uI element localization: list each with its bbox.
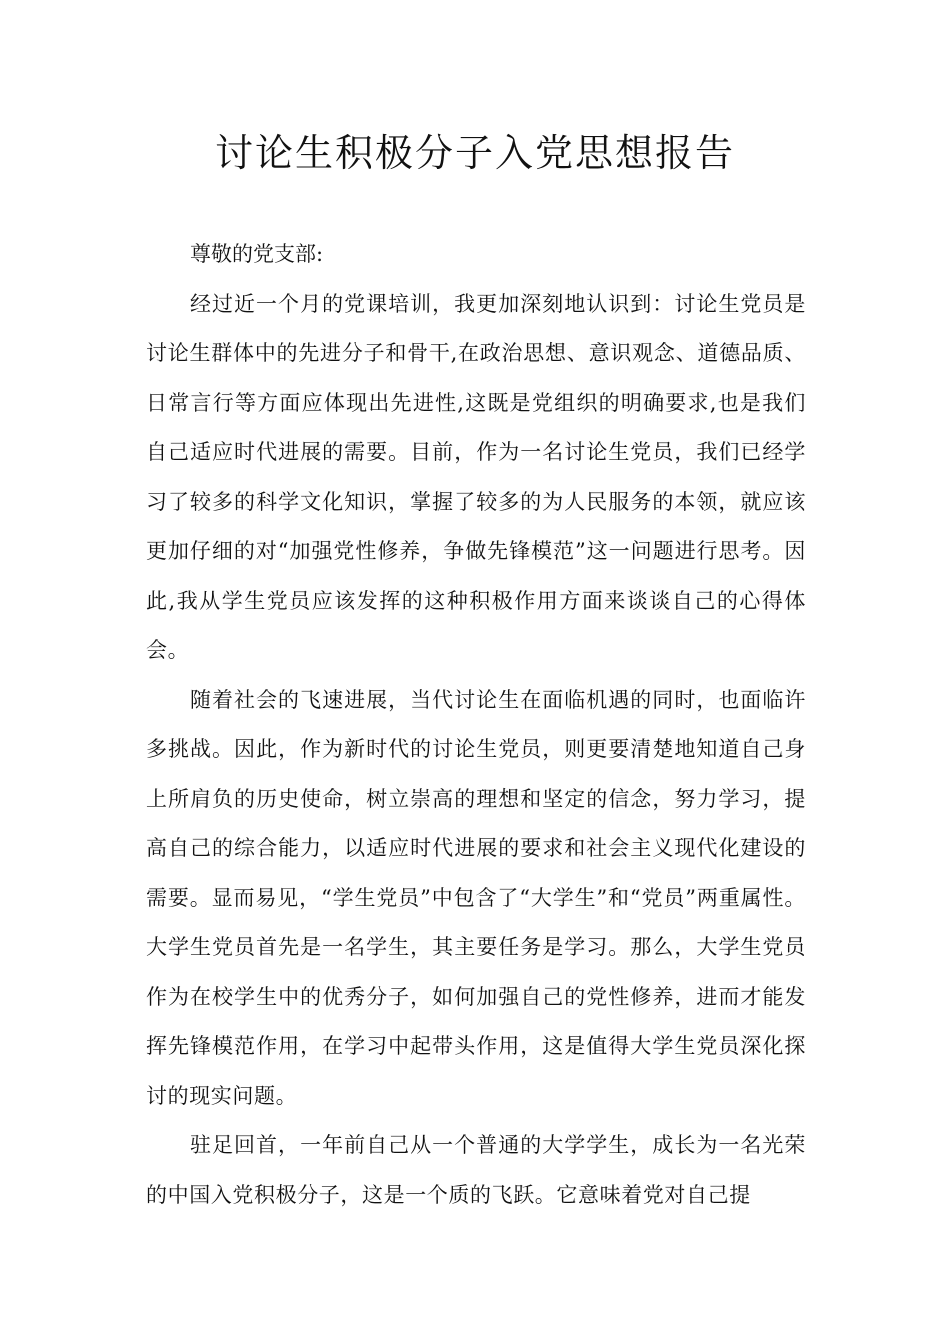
salutation: 尊敬的党支部:: [190, 242, 324, 266]
paragraph-2: 随着社会的飞速进展，当代讨论生在面临机遇的同时，也面临许多挑战。因此，作为新时代的讨论生党员，则更要清楚地知道自己身上所肩负的历史使命，树立崇高的理想和坚定的信念，努力学习，提高自己的综合能力，以适应时代进展的要求和社会主义现代化建设的需要。显而易见，“学生党员”中包含了“大学生”和“党员”两重属性。大学生党员首先是一名学生，其主要任务是学习。那么，大学生党员作为在校学生中的优秀分子，如何加强自己的党性修养，进而才能发挥先锋模范作用，在学习中起带头作用，这是值得大学生党员深化探讨的现实问题。: [146, 687, 806, 1108]
paragraph-3: 驻足回首，一年前自己从一个普通的大学学生，成长为一名光荣的中国入党积极分子，这是一个质的飞跃。它意味着党对自己提: [146, 1133, 806, 1207]
document-body: [146, 230, 806, 1220]
document-title: 讨论生积极分子入党思想报告: [214, 131, 735, 175]
paragraph-1: 经过近一个月的党课培训，我更加深刻地认识到：讨论生党员是讨论生群体中的先进分子和骨干,在政治思想、意识观念、道德品质、日常言行等方面应体现出先进性,这既是党组织的明确要求,也是我们自己适应时代进展的需要。目前，作为一名讨论生党员，我们已经学习了较多的科学文化知识，掌握了较多的为人民服务的本领，就应该更加仔细的对“加强党性修养，争做先锋模范”这一问题进行思考。因此,我从学生党员应该发挥的这种积极作用方面来谈谈自己的心得体会。: [146, 291, 806, 662]
